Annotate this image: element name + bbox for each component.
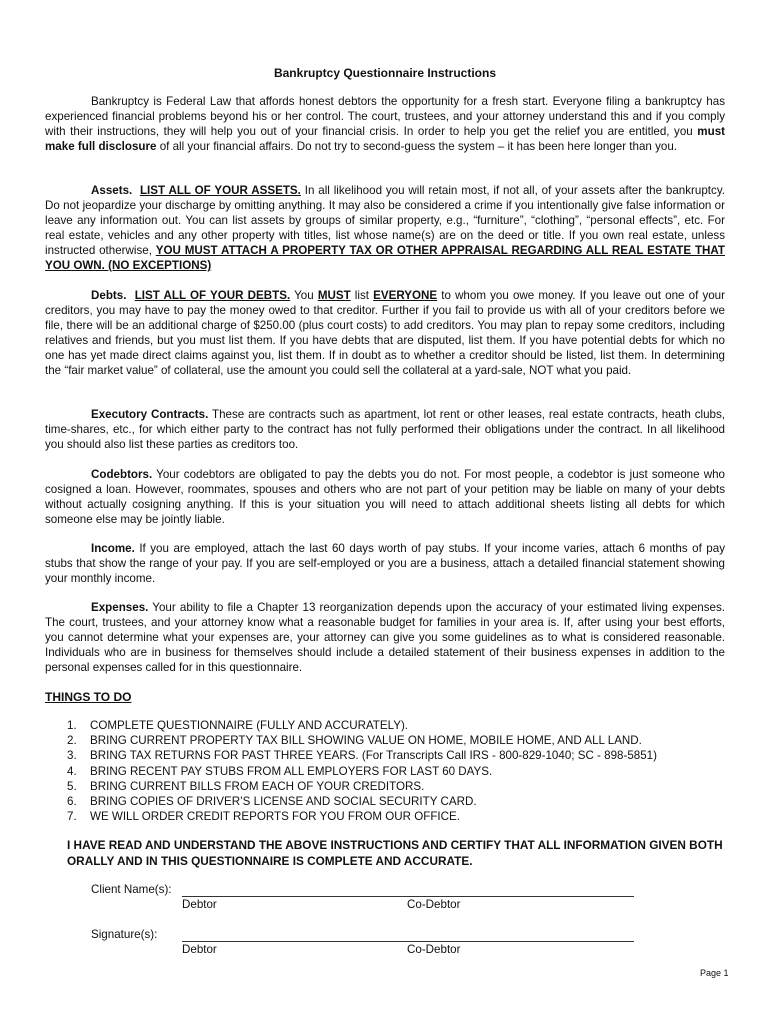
debts-paragraph	[45, 288, 725, 378]
expenses-paragraph	[45, 600, 725, 675]
item-text: BRING RECENT PAY STUBS FROM ALL EMPLOYERS FOR LAST 60 DAYS.	[90, 764, 493, 778]
item-text: BRING TAX RETURNS FOR PAST THREE YEARS. (For Transcripts Call IRS - 800-829-1040; SC - 898-5851)	[90, 749, 657, 763]
item-number: 2.	[67, 734, 77, 748]
assets-underline: LIST ALL OF YOUR ASSETS.	[139, 184, 301, 197]
signature-line[interactable]	[182, 941, 634, 942]
item-number: 5.	[67, 779, 77, 793]
things-to-do-heading: THINGS TO DO	[45, 690, 132, 704]
item-text: BRING CURRENT PROPERTY TAX BILL SHOWING VALUE ON HOME, MOBILE HOME, AND ALL LAND.	[90, 734, 642, 748]
executory-body: These are contracts such as apartment, lot rent or other leases, real estate contracts, heath clubs, time-shares, etc., for which either party to the contract has not fully performed their obligations under the contract. In all likelihood you should also list these parties as creditors too.	[45, 408, 725, 451]
item-number: 7.	[67, 810, 77, 824]
assets-paragraph	[45, 183, 725, 273]
things-to-do-list	[67, 718, 657, 824]
document-title: Bankruptcy Questionnaire Instructions	[273, 66, 497, 80]
codebtors-heading: Codebtors.	[91, 468, 153, 481]
list-item	[67, 718, 657, 733]
codebtor-caption-2: Co-Debtor	[407, 943, 461, 956]
debts-text-1: You	[290, 289, 318, 302]
list-item	[67, 794, 657, 809]
debts-heading: Debts.	[91, 289, 127, 302]
list-item	[67, 748, 657, 763]
assets-heading: Assets.	[91, 184, 133, 197]
item-number: 6.	[67, 795, 77, 809]
income-heading: Income.	[91, 542, 135, 555]
assets-body: In all likelihood you will retain most, if not all, of your assets after the bankruptcy. Do not jeopardize your discharge by omitting anything. It may also be considered a crime if you intentionally give false information or leave any information out. You can list assets by groups of similar property, e.g., “furniture”, “clothing”, “personal effects”, etc. For real estate, vehicles and any other property with titles, list whose name(s) are on the deed or title. If you own real estate, unless instructed otherwise,	[45, 184, 725, 257]
client-name-line[interactable]	[182, 896, 634, 897]
executory-paragraph	[45, 407, 725, 452]
executory-heading: Executory Contracts.	[91, 408, 209, 421]
item-text: COMPLETE QUESTIONNAIRE (FULLY AND ACCURATELY).	[90, 719, 409, 732]
certification-statement: I HAVE READ AND UNDERSTAND THE ABOVE INSTRUCTIONS AND CERTIFY THAT ALL INFORMATION GIVEN BOTH ORALLY AND IN THIS QUESTIONNAIRE IS COMPLETE AND ACCURATE.	[67, 838, 723, 868]
page-number: Page 1	[700, 968, 729, 978]
codebtor-caption-1: Co-Debtor	[407, 898, 461, 911]
assets-emphasis: YOU MUST ATTACH A PROPERTY TAX OR OTHER APPRAISAL REGARDING ALL REAL ESTATE THAT YOU OWN. (NO EXCEPTIONS)	[45, 244, 726, 272]
intro-paragraph	[45, 94, 725, 154]
item-text: BRING COPIES OF DRIVER’S LICENSE AND SOCIAL SECURITY CARD.	[90, 795, 477, 809]
list-item	[67, 733, 657, 748]
list-item	[67, 764, 657, 779]
intro-emphasis: must make full disclosure	[45, 125, 725, 153]
list-item	[67, 809, 657, 824]
debtor-caption-2: Debtor	[182, 943, 217, 956]
debts-body: to whom you owe money. If you leave out one of your creditors, you may have to pay the money owed to that creditor. Further if you fail to provide us with all of your creditors before we file, there will be an additional charge of $250.00 (plus court costs) to add creditors. You may plan to repay some creditors, including relatives and friends, but you must list them. If you have debts that are disputed, list them. If you have potential debts for which no one has yet made direct claims against you, list them. If in doubt as to whether a creditor should be listed, list them. In determining the “fair market value” of collateral, use the amount you could sell the collateral at a yard-sale, NOT what you paid.	[45, 289, 725, 377]
intro-text-end: of all your financial affairs. Do not try to second-guess the system – it has been here longer than you.	[156, 140, 677, 153]
client-name-label: Client Name(s):	[91, 883, 172, 896]
item-number: 3.	[67, 749, 77, 763]
expenses-heading: Expenses.	[91, 601, 149, 614]
income-paragraph	[45, 541, 725, 586]
debts-everyone: EVERYONE	[373, 289, 438, 302]
intro-text: Bankruptcy is Federal Law that affords honest debtors the opportunity for a fresh start. Everyone filing a bankruptcy has experienced financial problems beyond his or her control. The court, trustees, and your attorney understand this and if you comply with their instructions, they will help you out of your financial crisis. In order to help you get the relief you are entitled, you	[45, 95, 725, 138]
income-body: If you are employed, attach the last 60 days worth of pay stubs. If your income varies, attach 6 months of pay stubs that show the range of your pay. If you are self-employed or you are a business, attach a detailed financial statement showing your monthly income.	[45, 542, 725, 585]
item-number: 1.	[67, 719, 77, 732]
list-item	[67, 779, 657, 794]
codebtors-body: Your codebtors are obligated to pay the debts you do not. For most people, a codebtor is just someone who cosigned a loan. However, roommates, spouses and others who are not part of your petition may be liable on many of your debts without actually cosigning anything. If this is your situation you will need to attach additional sheets listing all debts for which someone else may be jointly liable.	[45, 468, 725, 526]
expenses-body: Your ability to file a Chapter 13 reorganization depends upon the accuracy of your estimated living expenses. The court, trustees, and your attorney know what a reasonable budget for families in your area is. If, after using your best efforts, you cannot determine what your expenses are, your attorney can give you some guidelines as to what is considered reasonable. Individuals who are in business for themselves should include a detailed statement of their business expenses in addition to the personal expenses called for in this questionnaire.	[45, 601, 725, 674]
debtor-caption-1: Debtor	[182, 898, 217, 911]
signature-label: Signature(s):	[91, 928, 158, 941]
debts-must: MUST	[317, 289, 351, 302]
item-text: WE WILL ORDER CREDIT REPORTS FOR YOU FROM OUR OFFICE.	[90, 810, 460, 824]
debts-text-2: list	[350, 289, 374, 302]
item-number: 4.	[67, 764, 77, 778]
codebtors-paragraph	[45, 467, 725, 527]
item-text: BRING CURRENT BILLS FROM EACH OF YOUR CREDITORS.	[90, 779, 425, 793]
debts-underline: LIST ALL OF YOUR DEBTS.	[134, 289, 291, 302]
